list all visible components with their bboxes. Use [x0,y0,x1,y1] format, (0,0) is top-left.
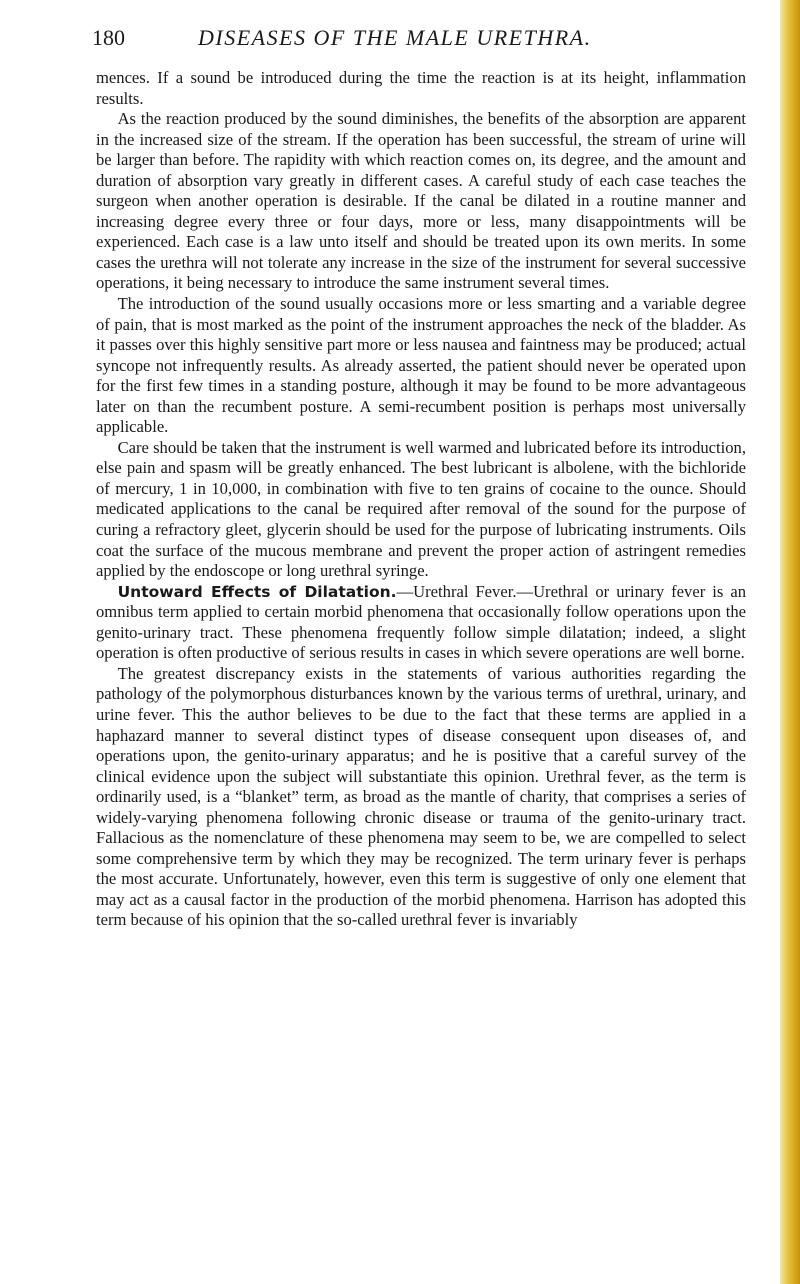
paragraph [96,68,746,109]
paragraph-text: Care should be taken that the instrument is well warmed and lubricated before its introduction, else pain and spasm will be greatly enhanced. The best lubricant is albolene, with the bichloride of mercury, 1 in 10,000, in combination with five to ten grains of cocaine to the ounce. Should medicated applications to the canal be required after removal of the sound for the purpose of curing a refractory gleet, glycerin should be used for the purpose of lubricating instruments. Oils coat the surface of the mucous membrane and prevent the proper action of astringent remedies applied by the endoscope or long urethral syringe. [96,437,746,581]
paragraph-text: As the reaction produced by the sound diminishes, the benefits of the absorption are apparent in the increased size of the stream. If the operation has been successful, the stream of urine will be larger than before. The rapidity with which reaction comes on, its degree, and the amount and duration of absorption vary greatly in different cases. A careful study of each case teaches the surgeon when another operation is desirable. If the canal be dilated in a routine manner and increasing degree every three or four days, more or less, many disappointments will be experienced. Each case is a law unto itself and should be treated upon its own merits. In some cases the urethra will not tolerate any increase in the size of the instrument for several successive operations, it being necessary to introduce the same instrument several times. [96,109,746,293]
paragraph [96,294,746,438]
page-number: 180 [92,25,125,50]
page-edge [780,0,800,1284]
body-text [96,68,746,931]
paragraph [96,109,746,294]
paragraph [96,438,746,582]
paragraph-text: The introduction of the sound usually occasions more or less smarting and a variable degree of pain, that is most marked as the point of the instrument approaches the neck of the bladder. As it passes over this highly sensitive part more or less nausea and faintness may be produced; actual syncope not infrequently results. As already asserted, the patient should never be operated upon for the first few times in a standing posture, although it may be found to be more advantageous later on than the recumbent posture. A semi-recumbent position is perhaps most universally applicable. [96,294,746,437]
paragraph-text: mences. If a sound be introduced during the time the reaction is at its height, inflammation results. [96,68,746,108]
paragraph [96,582,746,664]
section-heading: Untoward Effects of Dilatation. [117,582,397,601]
paragraph-text: The greatest discrepancy exists in the statements of various authorities regarding the pathology of the polymorphous disturbances known by the various terms of urethral, urinary, and urine fever. This the author believes to be due to the fact that these terms are applied in a haphazard manner to several distinct types of disease consequent upon diseases of, and operations upon, the genito-urinary apparatus; and he is positive that a careful survey of the clinical evidence upon the subject will substantiate this opinion. Urethral fever, as the term is ordinarily used, is a “blanket” term, as broad as the mantle of charity, that comprises a series of widely-varying phenomena following chronic disease or trauma of the genito-urinary tract. Fallacious as the nomenclature of these phenomena may seem to be, we are compelled to select some comprehensive term by which they may be recognized. The term urinary fever is perhaps the most accurate. Unfortunately, however, even this term is suggestive of only one element that may act as a causal factor in the production of the morbid phenomena. Harrison has adopted this term because of his opinion that the so-called urethral fever is invariably [96,663,746,930]
running-head [92,20,746,56]
paragraph-text: —Urethral Fever.—Urethral or urinary fever is an omnibus term applied to certain morbid phenomena that occasionally follow operations upon the genito-urinary tract. These phenomena frequently follow simple dilatation; indeed, a slight operation is often productive of serious results in cases in which severe operations are well borne. [96,581,746,663]
paragraph [96,664,746,931]
book-page [92,20,746,931]
running-title: DISEASES OF THE MALE URETHRA. [198,25,592,50]
